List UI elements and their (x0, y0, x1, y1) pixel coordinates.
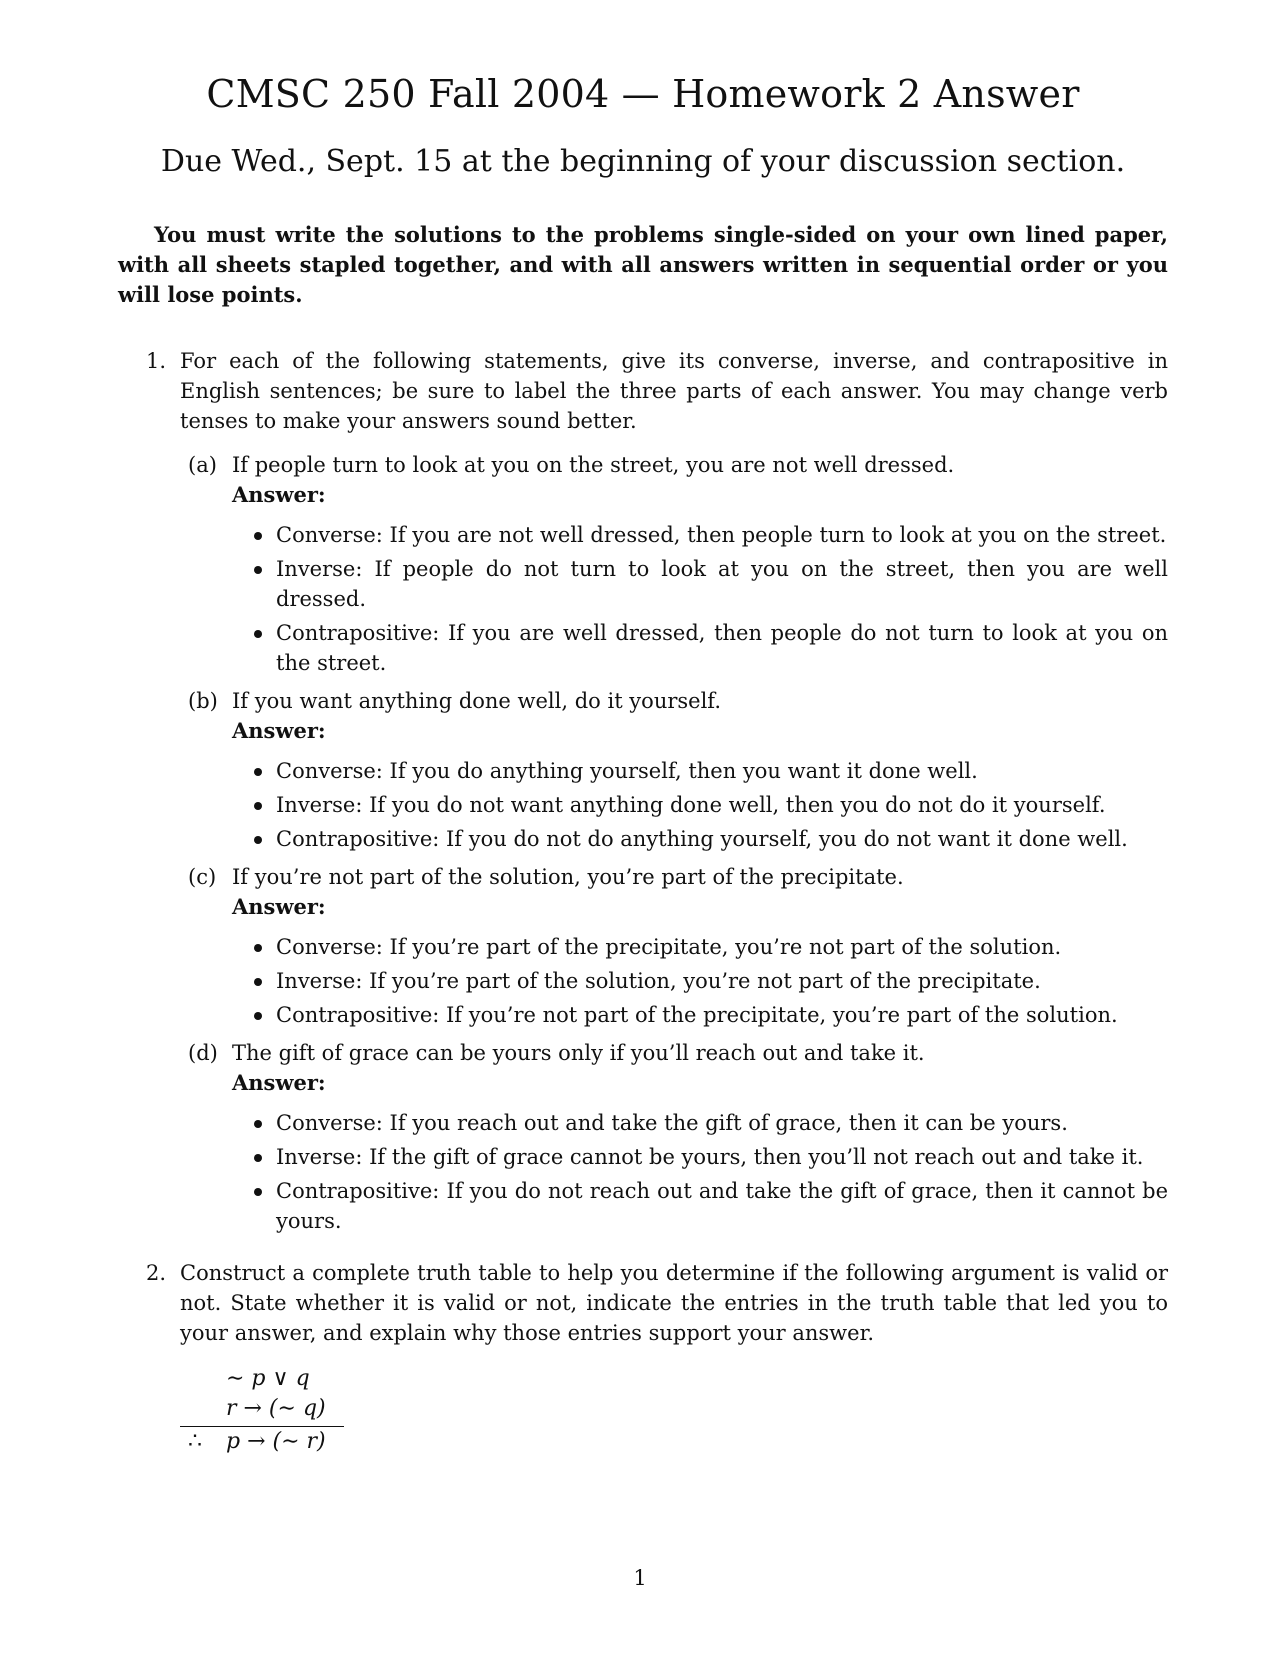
logical-argument (180, 1364, 344, 1457)
part-c (180, 862, 1168, 1030)
problem-list (118, 346, 1168, 1457)
bullet-icon (254, 1188, 262, 1196)
answer-text: Contrapositive: If you are well dressed, then people do not turn to look at you on the street. (276, 620, 1168, 675)
bullet-icon (254, 802, 262, 810)
part-label: (d) (188, 1040, 218, 1065)
answer-list (232, 1108, 1168, 1236)
document-subtitle: Due Wed., Sept. 15 at the beginning of your discussion section. (160, 143, 1126, 179)
bullet-icon (254, 1154, 262, 1162)
part-a (180, 450, 1168, 678)
answer-contrapositive (232, 1176, 1168, 1236)
conclusion-line (180, 1427, 344, 1457)
answer-text: Contrapositive: If you’re not part of the precipitate, you’re part of the solution. (276, 1002, 1118, 1027)
bullet-icon (254, 630, 262, 638)
answer-converse (232, 932, 1168, 962)
answer-text: Converse: If you’re part of the precipitate, you’re not part of the solution. (276, 934, 1062, 959)
problem-prompt: For each of the following statements, give its converse, inverse, and contrapositive in English sentences; be sure to label the three parts of each answer. You may change verb tenses to make your answers sound better. (180, 348, 1168, 433)
answer-converse (232, 1108, 1168, 1138)
answer-label: Answer: (232, 1069, 326, 1095)
bullet-icon (254, 978, 262, 986)
part-d (180, 1038, 1168, 1236)
part-statement: The gift of grace can be yours only if you’ll reach out and take it. (232, 1040, 925, 1065)
answer-contrapositive (232, 618, 1168, 678)
problem-prompt: Construct a complete truth table to help you determine if the following argument is valid or not. State whether it is valid or not, indicate the entries in the truth table that led you to your answer, and explain why those entries support your answer. (180, 1260, 1168, 1345)
answer-text: Contrapositive: If you do not do anything yourself, you do not want it done well. (276, 826, 1128, 851)
answer-list (232, 520, 1168, 678)
answer-text: Contrapositive: If you do not reach out and take the gift of grace, then it cannot be yours. (276, 1178, 1168, 1233)
answer-text: Converse: If you reach out and take the gift of grace, then it can be yours. (276, 1110, 1068, 1135)
answer-inverse (232, 966, 1168, 996)
answer-text: Inverse: If people do not turn to look at you on the street, then you are well dressed. (276, 556, 1168, 611)
bullet-icon (254, 836, 262, 844)
part-statement: If you want anything done well, do it yourself. (232, 688, 721, 713)
answer-label: Answer: (232, 893, 326, 919)
answer-contrapositive (232, 824, 1168, 854)
conclusion: p → (∼ r) (226, 1428, 326, 1454)
part-label: (a) (188, 452, 217, 477)
problem-1-parts (180, 450, 1168, 1236)
premise-1: ∼ p ∨ q (226, 1365, 310, 1391)
part-label: (c) (188, 864, 217, 889)
document-title: CMSC 250 Fall 2004 — Homework 2 Answer (206, 72, 1080, 116)
bullet-icon (254, 1120, 262, 1128)
answer-label: Answer: (232, 717, 326, 743)
part-b (180, 686, 1168, 854)
bullet-icon (254, 566, 262, 574)
instructions-notice: You must write the solutions to the problems single-sided on your own lined paper, with all sheets stapled together, and with all answers written in sequential order or you will lose points. (118, 221, 1168, 307)
answer-text: Inverse: If you do not want anything done well, then you do not do it yourself. (276, 792, 1106, 817)
answer-text: Inverse: If the gift of grace cannot be yours, then you’ll not reach out and take it. (276, 1144, 1144, 1169)
answer-list (232, 932, 1168, 1030)
answer-list (232, 756, 1168, 854)
page-number: 1 (633, 1566, 647, 1590)
answer-contrapositive (232, 1000, 1168, 1030)
premise-2: r → (∼ q) (226, 1395, 326, 1421)
answer-inverse (232, 1142, 1168, 1172)
part-statement: If people turn to look at you on the street, you are not well dressed. (232, 452, 955, 477)
answer-label: Answer: (232, 481, 326, 507)
answer-converse (232, 756, 1168, 786)
answer-text: Inverse: If you’re part of the solution, you’re not part of the precipitate. (276, 968, 1041, 993)
answer-inverse (232, 554, 1168, 614)
answer-text: Converse: If you are not well dressed, then people turn to look at you on the street. (276, 522, 1167, 547)
bullet-icon (254, 768, 262, 776)
answer-converse (232, 520, 1168, 550)
part-statement: If you’re not part of the solution, you’re part of the precipitate. (232, 864, 904, 889)
therefore-icon: ∴ (188, 1428, 202, 1454)
bullet-icon (254, 1012, 262, 1020)
problem-number: 1. (146, 348, 167, 373)
answer-text: Converse: If you do anything yourself, then you want it done well. (276, 758, 978, 783)
problem-number: 2. (146, 1260, 167, 1285)
problem-1 (118, 346, 1168, 1236)
problem-2 (118, 1258, 1168, 1457)
answer-inverse (232, 790, 1168, 820)
bullet-icon (254, 532, 262, 540)
part-label: (b) (188, 688, 218, 713)
bullet-icon (254, 944, 262, 952)
